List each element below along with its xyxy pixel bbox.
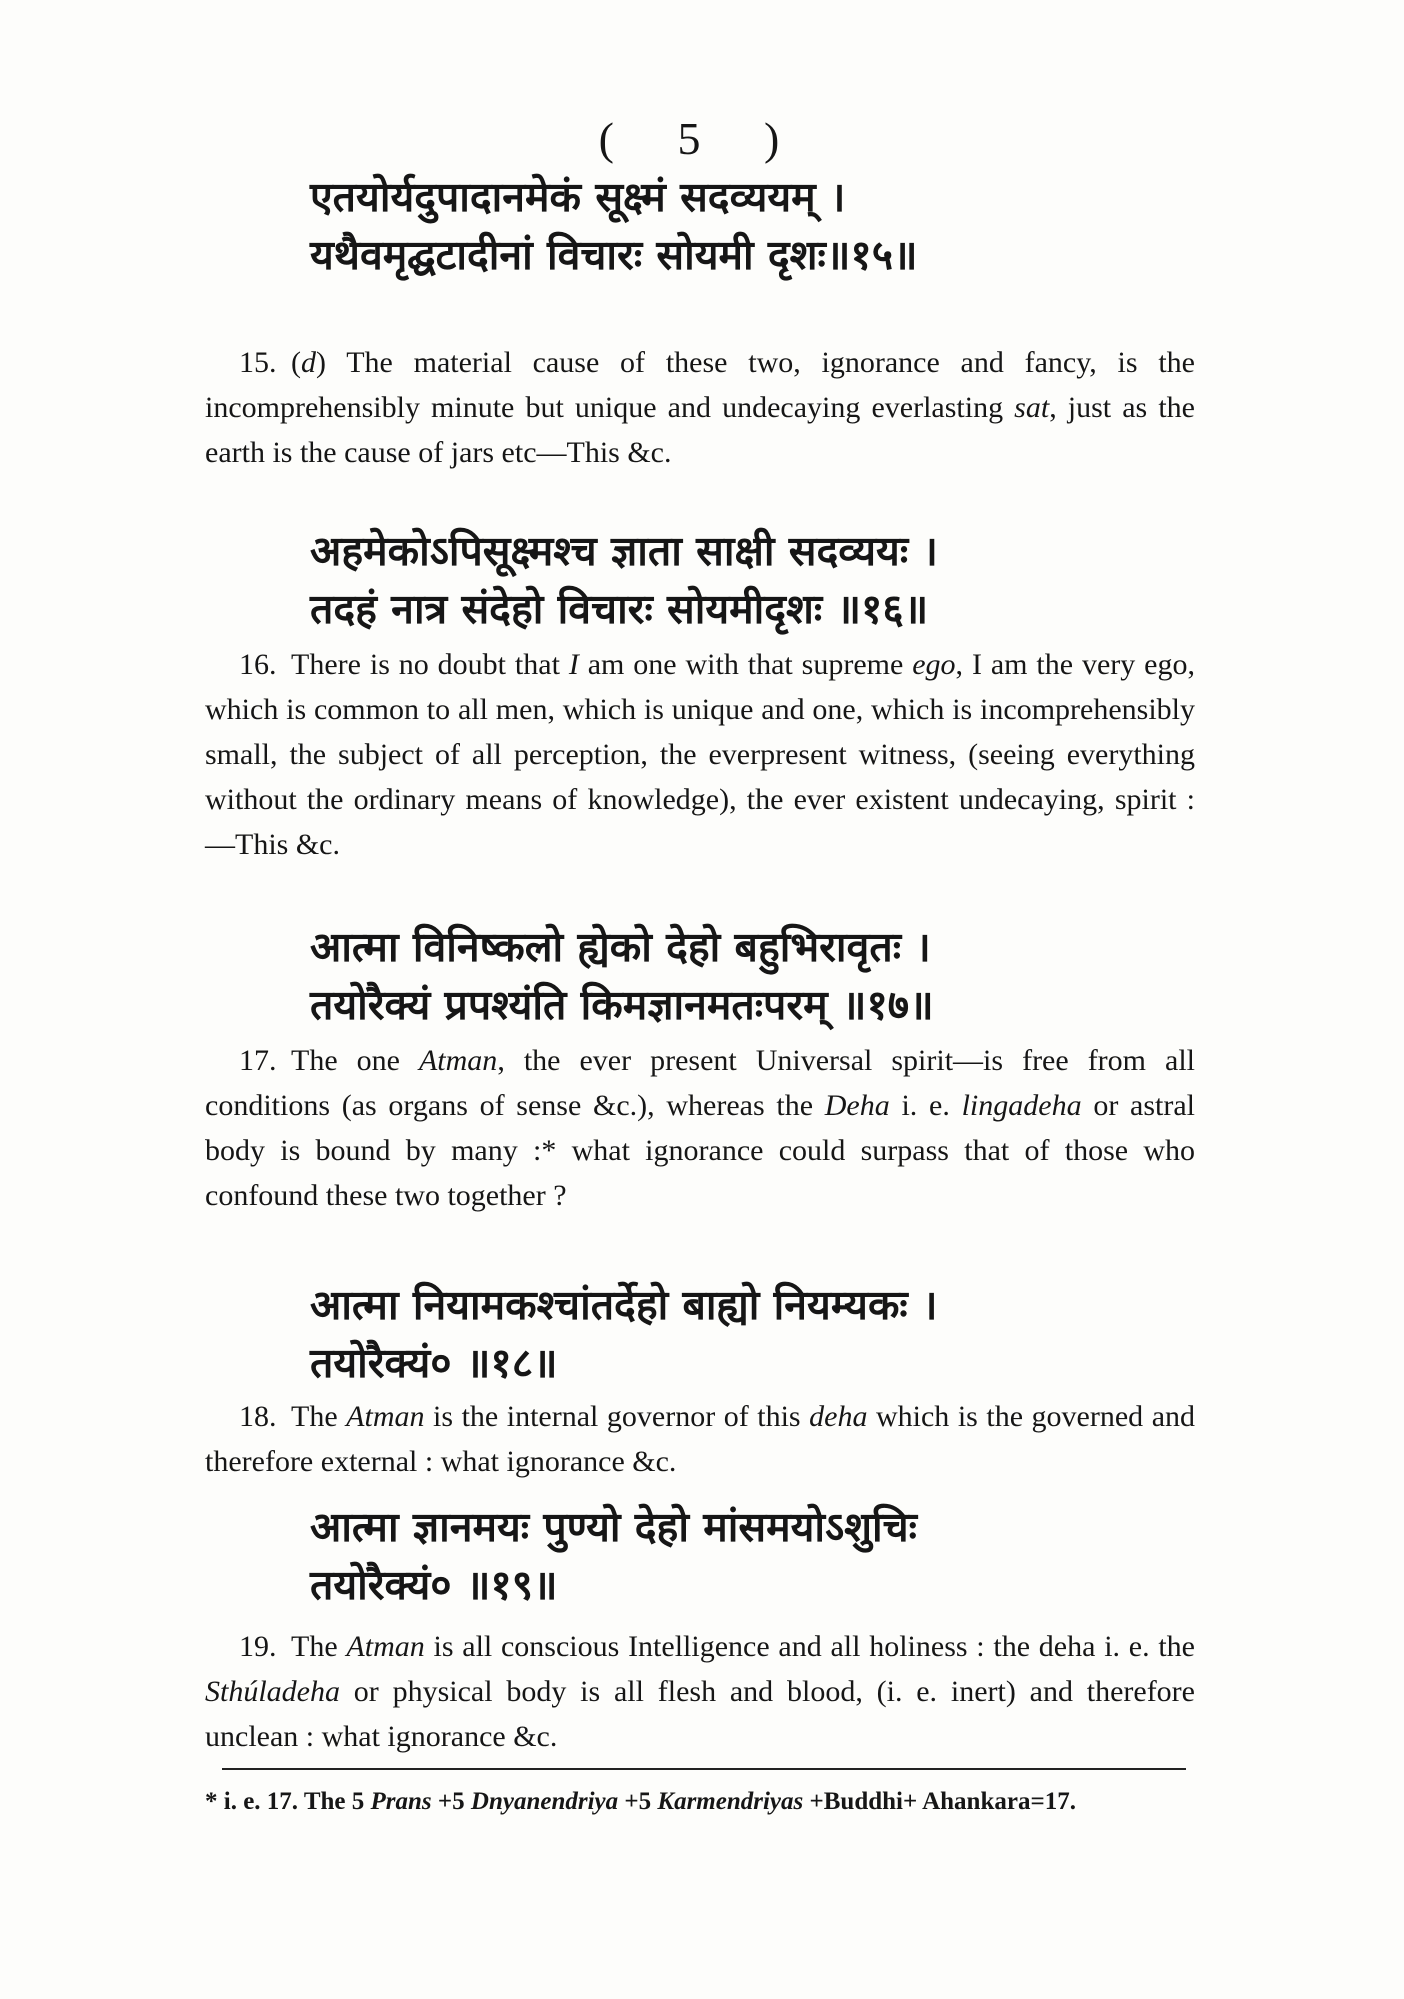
text-run: The one bbox=[291, 1044, 419, 1077]
italic-run: d bbox=[301, 346, 316, 379]
text-run: The bbox=[291, 1630, 347, 1663]
footnote-divider bbox=[222, 1768, 1186, 1770]
text-run: The bbox=[291, 1400, 347, 1433]
text-run: +Buddhi+ Ahankara=17. bbox=[803, 1788, 1076, 1815]
text-run: is all conscious Intelligence and all holiness : the deha i. e. the bbox=[424, 1630, 1195, 1663]
translation-paragraph-15 bbox=[205, 340, 1195, 475]
text-run: +5 bbox=[431, 1788, 471, 1815]
italic-run: ego bbox=[912, 648, 956, 681]
italic-run: sat bbox=[1014, 391, 1050, 424]
text-run: ) The material cause of these two, ignorance and fancy, is the incomprehensibly minute but unique and undecaying everlasting bbox=[205, 346, 1195, 424]
paragraph-number: 17. bbox=[239, 1044, 277, 1077]
footnote bbox=[205, 1784, 1205, 1820]
translation-paragraph-16 bbox=[205, 642, 1195, 867]
verse-line: अहमेकोऽपिसूक्ष्मश्च ज्ञाता साक्षी सदव्ययः । bbox=[310, 527, 938, 575]
italic-run: I bbox=[568, 648, 579, 681]
text-run: or astral body is bound by many :* what ignorance could surpass that of those who confound these two together ? bbox=[205, 1089, 1196, 1212]
text-run: which is the governed and therefore external : what ignorance &c. bbox=[205, 1400, 1196, 1478]
italic-run: Atman bbox=[346, 1400, 425, 1433]
sanskrit-verse-19 bbox=[310, 1498, 1210, 1614]
text-run: or physical body is all flesh and blood, (i. e. inert) and therefore unclean : what ignorance &c. bbox=[205, 1675, 1195, 1753]
italic-run: Atman bbox=[346, 1630, 425, 1663]
paragraph-number: 16. bbox=[239, 648, 277, 681]
verse-line: तयोरैक्यं० ॥१९॥ bbox=[310, 1561, 558, 1609]
text-run: am one with that supreme bbox=[578, 648, 913, 681]
sanskrit-verse-16 bbox=[310, 522, 1210, 638]
italic-run: Prans bbox=[370, 1788, 432, 1815]
verse-line: आत्मा विनिष्कलो ह्येको देहो बहुभिरावृतः । bbox=[310, 923, 931, 971]
text-run: ( bbox=[291, 346, 301, 379]
verse-line: एतयोर्यदुपादानमेकं सूक्ष्मं सदव्ययम् । bbox=[310, 173, 846, 221]
text-run: , the ever present Universal spirit—is free from all conditions (as organs of sense &c.), whereas the bbox=[205, 1044, 1195, 1122]
verse-line: तयोरैक्यं प्रपश्यंति किमज्ञानमतःपरम् ॥१७॥ bbox=[310, 981, 934, 1029]
sanskrit-verse-17 bbox=[310, 918, 1210, 1034]
paragraph-number: 19. bbox=[239, 1630, 277, 1663]
text-run: is the internal governor of this bbox=[424, 1400, 810, 1433]
text-run: There is no doubt that bbox=[291, 648, 569, 681]
italic-run: Dnyanendriya bbox=[470, 1788, 619, 1815]
verse-line: आत्मा नियामकश्चांतर्देहो बाह्यो नियम्यकः । bbox=[310, 1281, 938, 1329]
italic-run: Atman bbox=[418, 1044, 498, 1077]
page-number: ( 5 ) bbox=[598, 113, 806, 164]
verse-line: तयोरैक्यं० ॥१८॥ bbox=[310, 1339, 558, 1387]
text-run: * i. e. 17. The 5 bbox=[205, 1788, 371, 1815]
text-run: , just as the earth is the cause of jars etc—This &c. bbox=[205, 391, 1195, 469]
italic-run: lingadeha bbox=[961, 1089, 1082, 1122]
paragraph-number: 18. bbox=[239, 1400, 277, 1433]
translation-paragraph-18 bbox=[205, 1394, 1195, 1484]
translation-paragraph-17 bbox=[205, 1038, 1195, 1218]
text-run: , I am the very ego, which is common to all men, which is unique and one, which is incomprehensibly small, the subject of all perception, the everpresent witness, (seeing everything without the ordinary means of knowledge), the ever existent undecaying, spirit :—This &c. bbox=[205, 648, 1195, 861]
italic-run: deha bbox=[809, 1400, 868, 1433]
italic-run: Karmendriyas bbox=[657, 1788, 804, 1815]
text-run: i. e. bbox=[889, 1089, 962, 1122]
verse-line: आत्मा ज्ञानमयः पुण्यो देहो मांसमयोऽशुचिः bbox=[310, 1503, 917, 1551]
italic-run: Deha bbox=[824, 1089, 890, 1122]
paragraph-number: 15. bbox=[239, 346, 277, 379]
verse-line: यथैवमृद्घटादीनां विचारः सोयमी दृशः॥१५॥ bbox=[310, 231, 918, 279]
verse-line: तदहं नात्र संदेहो विचारः सोयमीदृशः ॥१६॥ bbox=[310, 585, 929, 633]
translation-paragraph-19 bbox=[205, 1624, 1195, 1759]
sanskrit-verse-15 bbox=[310, 168, 1210, 284]
text-run: +5 bbox=[618, 1788, 658, 1815]
sanskrit-verse-18 bbox=[310, 1276, 1210, 1392]
italic-run: Sthúladeha bbox=[205, 1675, 340, 1708]
